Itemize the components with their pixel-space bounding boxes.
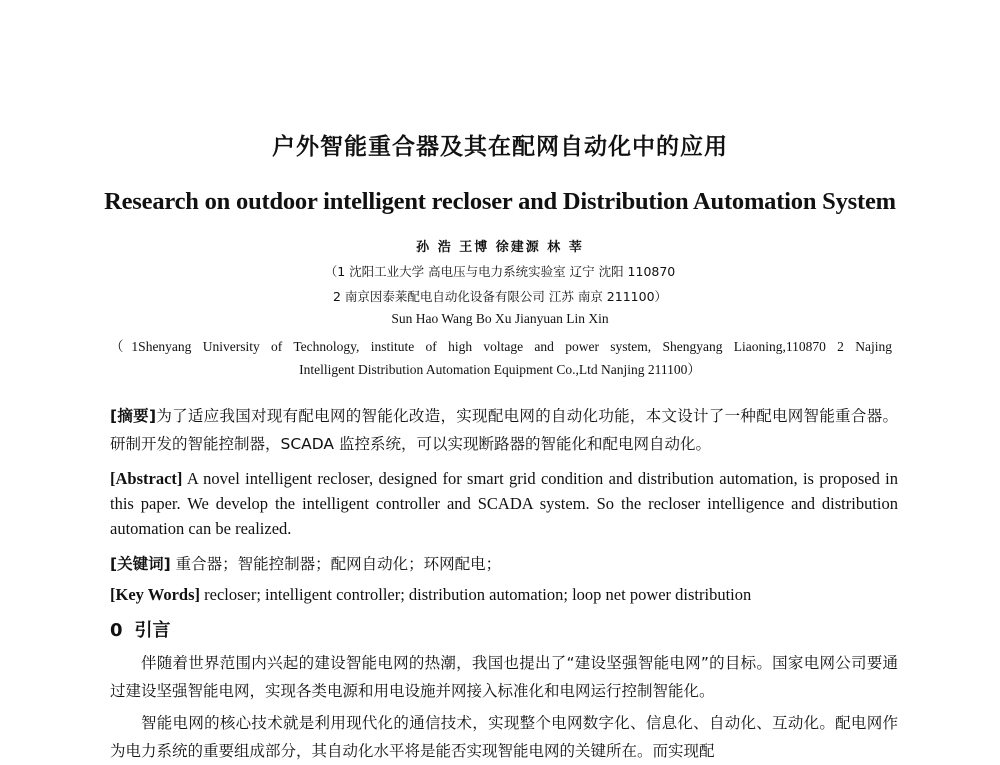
authors-chinese: 孙 浩 王博 徐建源 林 莘: [416, 240, 584, 255]
title-chinese: 户外智能重合器及其在配网自动化中的应用: [272, 134, 728, 160]
section-heading-introduction: [110, 616, 171, 642]
body-paragraph-1: 伴随着世界范围内兴起的建设智能电网的热潮，我国也提出了“建设坚强智能电网”的目标。国家电网公司要通过建设坚强智能电网，实现各类电源和用电设施并网接入标准化和电网运行控制智能化。: [110, 654, 898, 700]
authors-english: Sun Hao Wang Bo Xu Jianyuan Lin Xin: [391, 311, 609, 326]
keywords-chinese: [110, 550, 898, 578]
affiliation-chinese-1: （1 沈阳工业大学 高电压与电力系统实验室 辽宁 沈阳 110870: [324, 264, 676, 279]
keywords-english-label: [Key Words]: [110, 585, 200, 604]
abstract-chinese: [110, 402, 898, 458]
section-number: 0: [110, 620, 123, 641]
abstract-chinese-label: [摘要]: [110, 407, 157, 425]
keywords-chinese-text: 重合器；智能控制器；配网自动化；环网配电；: [170, 555, 502, 573]
affiliation-chinese-2: 2 南京因泰莱配电自动化设备有限公司 江苏 南京 211100）: [332, 289, 668, 304]
keywords-english-text: recloser; intelligent controller; distribution automation; loop net power distribution: [200, 585, 752, 604]
title-english: Research on outdoor intelligent recloser and Distribution Automation System: [104, 188, 896, 215]
abstract-chinese-text: 为了适应我国对现有配电网的智能化改造，实现配电网的自动化功能，本文设计了一种配电网智能重合器。研制开发的智能控制器，SCADA 监控系统，可以实现断路器的智能化和配电网自动化。: [110, 407, 898, 453]
body-paragraph-2: 智能电网的核心技术就是利用现代化的通信技术，实现整个电网数字化、信息化、自动化、互动化。配电网作为电力系统的重要组成部分，其自动化水平将是能否实现智能电网的关键所在。而实现配: [110, 714, 898, 760]
keywords-chinese-label: [关键词]: [110, 555, 171, 573]
affiliation-english-2: Intelligent Distribution Automation Equipment Co.,Ltd Nanjing 211100）: [299, 362, 701, 377]
abstract-english-text: A novel intelligent recloser, designed for smart grid condition and distribution automation, is proposed in this paper. We develop the intelligent controller and SCADA system. So the recloser intelligence and distribution automation can be realized.: [110, 469, 898, 538]
section-title: 引言: [134, 620, 171, 641]
abstract-english-label: [Abstract]: [110, 469, 183, 488]
abstract-english: [110, 466, 898, 541]
keywords-english: [110, 582, 898, 607]
affiliation-english-1: （1Shenyang University of Technology, institute of high voltage and power system, Shengyang Liaoning,110870 2 Najing: [110, 339, 892, 354]
